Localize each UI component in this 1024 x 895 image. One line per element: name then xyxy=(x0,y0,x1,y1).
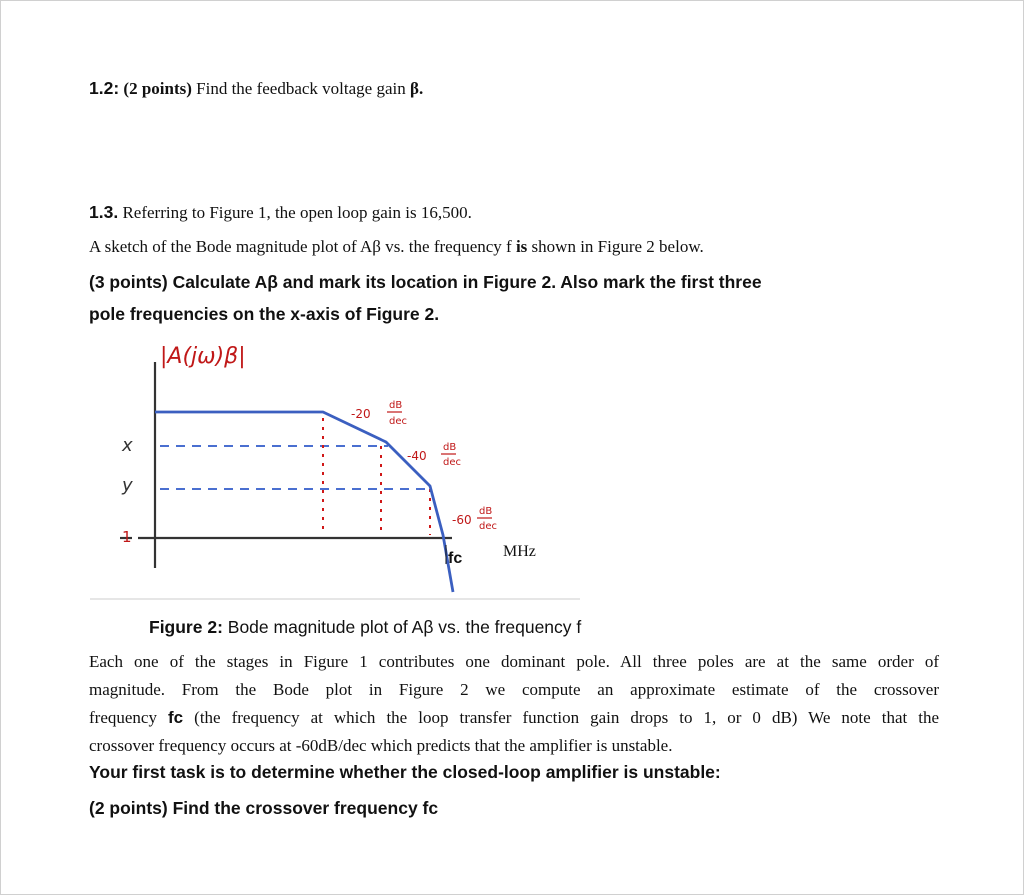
slope-unit-bottom: dec xyxy=(389,416,407,427)
level-x-label: x xyxy=(122,435,133,456)
level-1-label: 1 xyxy=(122,528,132,546)
slope-20-annotation xyxy=(351,400,407,427)
beta-symbol: β. xyxy=(410,79,424,98)
fc-symbol: fc xyxy=(168,708,184,727)
slope-unit-bottom: dec xyxy=(443,457,461,468)
y-axis-label: |A(jω)β| xyxy=(160,344,246,369)
text-span-bold: is xyxy=(515,237,528,256)
task-line-2: pole frequencies on the x-axis of Figure 2. xyxy=(89,304,440,324)
text-span: A sketch of the Bode magnitude plot of Aβ vs. the frequency f xyxy=(89,237,512,256)
figure-caption xyxy=(149,617,581,638)
level-y-label: y xyxy=(122,475,133,496)
slope-unit-bottom: dec xyxy=(479,521,497,532)
question-number: 1.3. xyxy=(89,202,119,222)
paragraph-line: crossover frequency occurs at -60dB/dec which predicts that the amplifier is unstable. xyxy=(89,736,673,755)
question-text: Find the feedback voltage gain xyxy=(196,79,406,98)
caption-label: Figure 2: xyxy=(149,617,223,637)
slope-value: -40 xyxy=(407,449,427,463)
question-text: Referring to Figure 1, the open loop gain is 16,500. xyxy=(122,203,472,222)
text-span: (the frequency at which the loop transfer function gain drops to 1, or 0 dB) We note that the xyxy=(194,708,940,727)
text-span: shown in Figure 2 below. xyxy=(531,237,704,256)
paragraph-line: Each one of the stages in Figure 1 contributes one dominant pole. All three poles are at the same order of xyxy=(89,652,939,671)
caption-text: Bode magnitude plot of Aβ vs. the frequency f xyxy=(227,617,582,637)
text-span: frequency xyxy=(89,708,157,727)
crossover-task: (2 points) Find the crossover frequency fc xyxy=(89,798,439,818)
slope-value: -20 xyxy=(351,407,371,421)
magnitude-curve xyxy=(155,412,453,592)
slope-60-annotation xyxy=(452,506,497,532)
slope-value: -60 xyxy=(452,513,472,527)
task-line-1: (3 points) Calculate Aβ and mark its location in Figure 2. Also mark the first three xyxy=(89,272,762,292)
slope-40-annotation xyxy=(407,442,461,468)
slope-unit-top: dB xyxy=(443,442,457,453)
paragraph-line: magnitude. From the Bode plot in Figure 2 we compute an approximate estimate of the crossover xyxy=(89,680,939,699)
unit-label: MHz xyxy=(503,543,536,560)
explanation-paragraph xyxy=(89,648,939,760)
paragraph-line xyxy=(89,704,939,732)
slope-unit-top: dB xyxy=(479,506,493,517)
slope-unit-top: dB xyxy=(389,400,403,411)
fc-label: fc xyxy=(448,550,463,567)
first-task: Your first task is to determine whether the closed-loop amplifier is unstable: xyxy=(89,762,721,782)
points-label: (2 points) xyxy=(123,79,192,98)
question-number: 1.2: xyxy=(89,78,120,98)
